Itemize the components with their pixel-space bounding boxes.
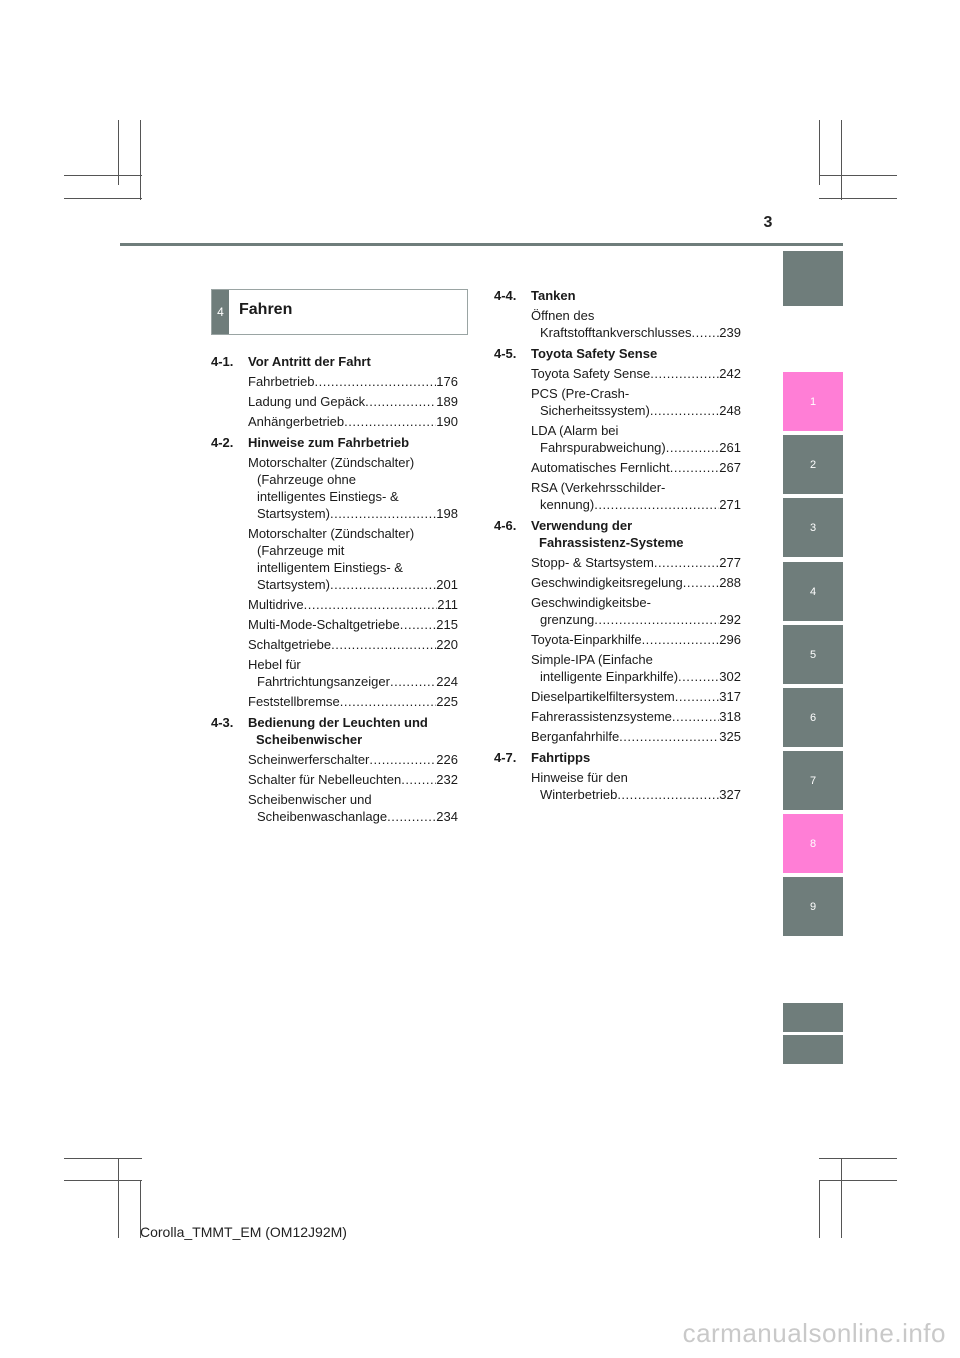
toc-page-number: 224: [436, 674, 458, 689]
dot-leader: [314, 373, 436, 390]
toc-page-number: 189: [436, 394, 458, 409]
dot-leader: [390, 673, 436, 690]
toc-chapter-heading[interactable]: [494, 345, 741, 362]
toc-page-number: 232: [436, 772, 458, 787]
toc-chapter-number: 4-7.: [494, 750, 517, 765]
dot-leader: [650, 365, 719, 382]
toc-page-number: 201: [436, 577, 458, 592]
dot-leader: [594, 611, 719, 628]
toc-entry[interactable]: Motorschalter (Zündschalter) (Fahrzeuge ohne intelligentes Einstiegs- & Startsystem) ..... 198: [248, 454, 458, 522]
toc-right-column: [494, 287, 741, 803]
toc-entry-title: Berganfahrhilfe: [531, 729, 620, 744]
toc-entry-title: Toyota-Einparkhilfe: [531, 632, 642, 647]
toc-entry-title: Sicherheitssystem): [540, 403, 650, 418]
dot-leader: [692, 324, 720, 341]
dot-leader: [304, 596, 438, 613]
toc-entry-title: Multidrive: [248, 597, 304, 612]
chapter-tab[interactable]: [783, 251, 843, 306]
toc-chapter-number: 4-4.: [494, 288, 517, 303]
toc-entry-title: Fahrtrichtungsanzeiger: [257, 674, 390, 689]
dot-leader: [642, 631, 720, 648]
dot-leader: [617, 786, 719, 803]
toc-entry[interactable]: [248, 373, 458, 390]
toc-page-number: 198: [436, 506, 458, 521]
toc-entry[interactable]: LDA (Alarm bei Fahrspurabweichung) ..... 261: [531, 422, 741, 456]
toc-entry[interactable]: [248, 771, 458, 788]
toc-entry-title: Automatisches Fernlicht: [531, 460, 670, 475]
toc-page-number: 176: [436, 374, 458, 389]
toc-entry-title: Winterbetrieb: [540, 787, 618, 802]
watermark: carmanualsonline.info: [682, 1318, 946, 1348]
toc-page-number: 190: [436, 414, 458, 429]
dot-leader: [678, 668, 719, 685]
toc-entry-title: Startsystem): [257, 506, 330, 521]
section-title: Fahren: [239, 301, 293, 318]
toc-entry-title: Feststellbremse: [248, 694, 340, 709]
toc-page-number: 327: [719, 787, 741, 802]
toc-left-column: [211, 353, 458, 825]
dot-leader: [401, 771, 436, 788]
toc-entry[interactable]: [531, 459, 741, 476]
toc-chapter-number: 4-6.: [494, 518, 517, 533]
dot-leader: [330, 505, 436, 522]
toc-chapter-number: 4-1.: [211, 354, 234, 369]
toc-entry[interactable]: Hebel für Fahrtrichtungsanzeiger ..... 224: [248, 656, 458, 690]
toc-entry-title: Fahrspurabweichung): [540, 440, 666, 455]
toc-page-number: 242: [719, 366, 741, 381]
toc-chapter-heading[interactable]: [494, 749, 741, 766]
chapter-tab-4[interactable]: 4: [783, 562, 843, 621]
dot-leader: [387, 808, 436, 825]
toc-page-number: 288: [719, 575, 741, 590]
toc-entry-title: Anhängerbetrieb: [248, 414, 345, 429]
toc-page-number: 267: [719, 460, 741, 475]
toc-page-number: 225: [436, 694, 458, 709]
toc-entry[interactable]: RSA (Verkehrsschilder- kennung) ..... 271: [531, 479, 741, 513]
dot-leader: [594, 496, 719, 513]
toc-page-number: 317: [719, 689, 741, 704]
toc-entry-title: Geschwindigkeitsregelung: [531, 575, 683, 590]
toc-chapter-title: Fahrtipps: [531, 750, 591, 765]
toc-entry-title: intelligente Einparkhilfe): [540, 669, 679, 684]
toc-page-number: 226: [436, 752, 458, 767]
toc-chapter-number: 4-5.: [494, 346, 517, 361]
toc-chapter-title: Tanken: [531, 288, 576, 303]
toc-page-number: 277: [719, 555, 741, 570]
toc-entry[interactable]: [531, 688, 741, 705]
dot-leader: [340, 693, 437, 710]
dot-leader: [675, 688, 720, 705]
toc-entry[interactable]: [531, 574, 741, 591]
toc-entry[interactable]: [248, 636, 458, 653]
toc-entry[interactable]: Scheibenwischer und Scheibenwaschanlage ..... 234: [248, 791, 458, 825]
toc-entry[interactable]: Geschwindigkeitsbe- grenzung ..... 292: [531, 594, 741, 628]
toc-entry[interactable]: Motorschalter (Zündschalter) (Fahrzeuge mit intelligentem Einstiegs- & Startsystem) ..... 201: [248, 525, 458, 593]
toc-page-number: 220: [436, 637, 458, 652]
toc-page-number: 211: [437, 597, 458, 612]
toc-entry-title: Multi-Mode-Schaltgetriebe: [248, 617, 400, 632]
toc-entry[interactable]: Öffnen des Kraftstofftankverschlusses ..... 239: [531, 307, 741, 341]
page-number: 3: [763, 214, 773, 231]
toc-entry-title: Schaltgetriebe: [248, 637, 332, 652]
toc-page-number: 248: [719, 403, 741, 418]
dot-leader: [683, 574, 720, 591]
dot-leader: [650, 402, 719, 419]
toc-page-number: 239: [719, 325, 741, 340]
section-number: 4: [212, 290, 229, 334]
toc-entry[interactable]: Hinweise für den Winterbetrieb ..... 327: [531, 769, 741, 803]
toc-chapter-title: Bedienung der Leuchten und Scheibenwischer: [248, 715, 428, 747]
toc-entry-title: Scheinwerferschalter: [248, 752, 370, 767]
toc-entry-title: Stopp- & Startsystem: [531, 555, 654, 570]
toc-page-number: 318: [719, 709, 741, 724]
chapter-tab-8[interactable]: 8: [783, 814, 843, 873]
toc-page-number: 215: [436, 617, 458, 632]
chapter-tab-3[interactable]: 3: [783, 498, 843, 557]
header-rule: [120, 243, 843, 246]
toc-entry[interactable]: [531, 708, 741, 725]
toc-page-number: 261: [719, 440, 741, 455]
toc-chapter-heading[interactable]: [211, 434, 458, 451]
toc-entry[interactable]: [248, 693, 458, 710]
section-header: [211, 289, 468, 335]
toc-chapter-title: Hinweise zum Fahrbetrieb: [248, 435, 410, 450]
toc-entry[interactable]: PCS (Pre-Crash- Sicherheitssystem) ..... 248: [531, 385, 741, 419]
dot-leader: [365, 393, 436, 410]
toc-chapter-number: 4-2.: [211, 435, 234, 450]
toc-chapter-title: Toyota Safety Sense: [531, 346, 658, 361]
toc-entry[interactable]: [248, 393, 458, 410]
toc-entry-title: Kraftstofftankverschlusses: [540, 325, 692, 340]
toc-chapter-heading[interactable]: [211, 353, 458, 370]
toc-entry[interactable]: [531, 631, 741, 648]
dot-leader: [369, 751, 436, 768]
chapter-tab-7[interactable]: 7: [783, 751, 843, 810]
toc-entry[interactable]: [531, 728, 741, 745]
toc-entry-title: Toyota Safety Sense: [531, 366, 651, 381]
toc-page-number: 325: [719, 729, 741, 744]
toc-entry-title: kennung): [540, 497, 595, 512]
toc-chapter-title: Vor Antritt der Fahrt: [248, 354, 371, 369]
toc-entry[interactable]: [248, 616, 458, 633]
chapter-tab-9[interactable]: 9: [783, 877, 843, 936]
chapter-tab-2[interactable]: 2: [783, 435, 843, 494]
toc-entry-title: grenzung: [540, 612, 595, 627]
toc-chapter-heading[interactable]: [494, 287, 741, 304]
dot-leader: [619, 728, 719, 745]
dot-leader: [666, 439, 720, 456]
chapter-tab-5[interactable]: 5: [783, 625, 843, 684]
toc-page-number: 234: [436, 809, 458, 824]
toc-entry[interactable]: [248, 413, 458, 430]
toc-entry-title: Ladung und Gepäck: [248, 394, 366, 409]
toc-entry[interactable]: [248, 751, 458, 768]
toc-entry[interactable]: [531, 365, 741, 382]
chapter-tab[interactable]: [783, 1035, 843, 1064]
chapter-tab-6[interactable]: 6: [783, 688, 843, 747]
dot-leader: [672, 708, 719, 725]
toc-entry[interactable]: Simple-IPA (Einfache intelligente Einparkhilfe) ..... 302: [531, 651, 741, 685]
chapter-tab-1[interactable]: 1: [783, 372, 843, 431]
dot-leader: [331, 636, 436, 653]
dot-leader: [654, 554, 719, 571]
toc-entry-title: Schalter für Nebelleuchten: [248, 772, 402, 787]
toc-entry[interactable]: [248, 596, 458, 613]
toc-entry-title: Fahrbetrieb: [248, 374, 315, 389]
toc-entry-title: Startsystem): [257, 577, 330, 592]
toc-entry-title: Dieselpartikelfiltersystem: [531, 689, 675, 704]
toc-entry-title: Fahrerassistenzsysteme: [531, 709, 672, 724]
chapter-tab[interactable]: [783, 1003, 843, 1032]
toc-chapter-heading[interactable]: [494, 517, 741, 551]
toc-page-number: 296: [719, 632, 741, 647]
toc-chapter-heading[interactable]: [211, 714, 458, 748]
toc-page-number: 302: [719, 669, 741, 684]
footer-text: Corolla_TMMT_EM (OM12J92M): [140, 1224, 347, 1240]
dot-leader: [330, 576, 436, 593]
toc-chapter-title: Verwendung der Fahrassistenz-Systeme: [531, 518, 684, 550]
toc-page-number: 292: [719, 612, 741, 627]
dot-leader: [400, 616, 437, 633]
toc-chapter-number: 4-3.: [211, 715, 234, 730]
toc-page-number: 271: [719, 497, 741, 512]
dot-leader: [670, 459, 720, 476]
toc-entry[interactable]: [531, 554, 741, 571]
toc-entry-title: Scheibenwaschanlage: [257, 809, 388, 824]
dot-leader: [344, 413, 436, 430]
